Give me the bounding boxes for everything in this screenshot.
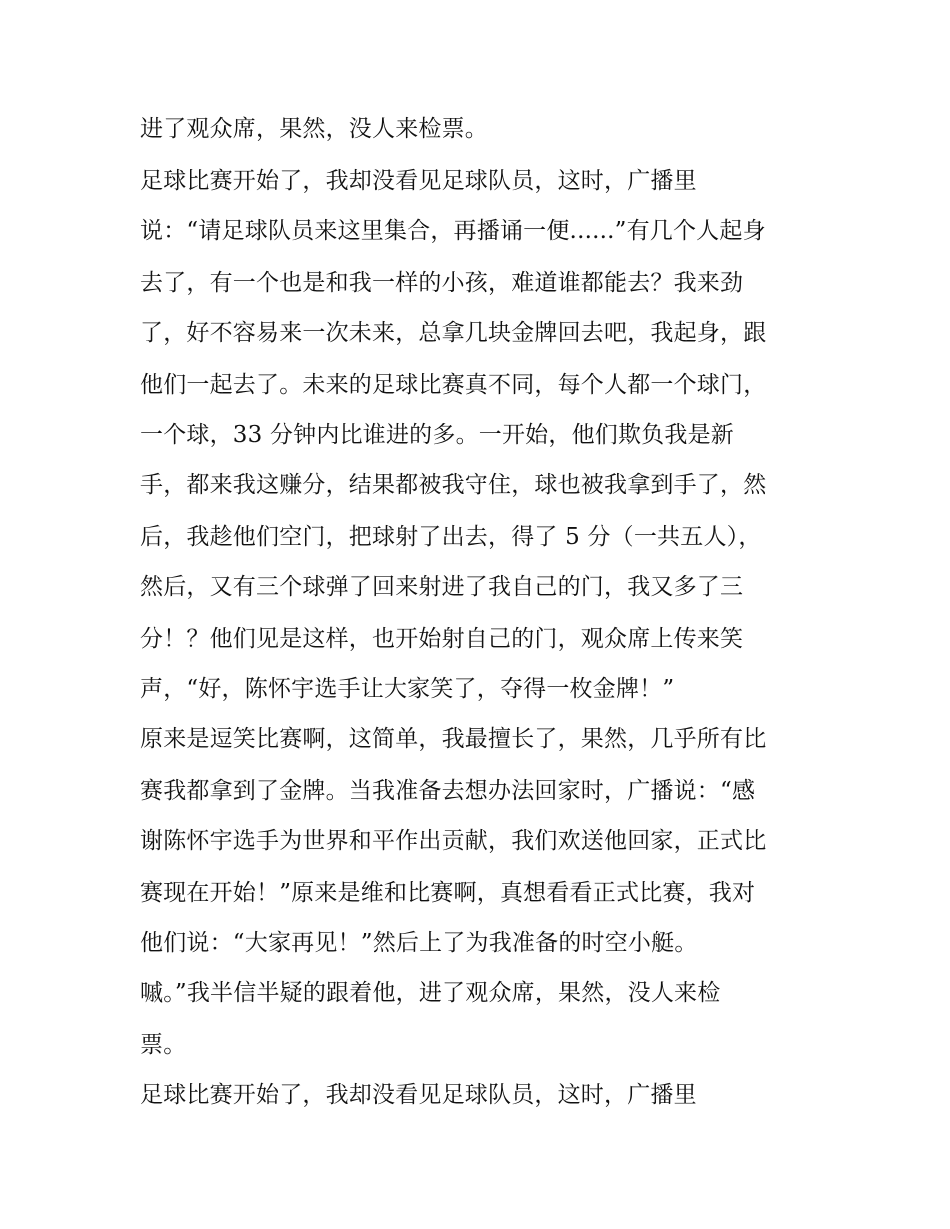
text-line: 票。 [140, 1032, 187, 1058]
text-line: 声，“好，陈怀宇选手让大家笑了，夺得一枚金牌！” [140, 676, 675, 702]
text-line: 说：“请足球队员来这里集合，再播诵一便......”有几个人起身 [140, 218, 766, 244]
text-line: 后，我趁他们空门，把球射了出去，得了 5 分（一共五人）， [140, 524, 762, 550]
text-line: 一个球，33 分钟内比谁进的多。一开始，他们欺负我是新 [140, 422, 734, 448]
text-line: 了，好不容易来一次未来，总拿几块金牌回去吧，我起身，跟 [140, 320, 767, 346]
text-line: 他们说：“大家再见！”然后上了为我准备的时空小艇。 [140, 930, 698, 956]
text-line: 足球比赛开始了，我却没看见足球队员，这时，广播里 [140, 168, 697, 194]
text-line: 然后，又有三个球弹了回来射进了我自己的门，我又多了三 [140, 574, 744, 600]
text-line: 进了观众席，果然，没人来检票。 [140, 116, 488, 142]
text-line: 去了，有一个也是和我一样的小孩，难道谁都能去？我来劲 [140, 270, 744, 296]
text-line: 原来是逗笑比赛啊，这简单，我最擅长了，果然，几乎所有比 [140, 726, 767, 752]
text-line: 他们一起去了。未来的足球比赛真不同，每个人都一个球门， [140, 372, 767, 398]
text-line: 分！？他们见是这样，也开始射自己的门，观众席上传来笑 [140, 626, 744, 652]
text-line: 足球比赛开始了，我却没看见足球队员，这时，广播里 [140, 1082, 697, 1108]
text-line: 谢陈怀宇选手为世界和平作出贡献，我们欢送他回家，正式比 [140, 828, 767, 854]
text-line: 手，都来我这赚分，结果都被我守住，球也被我拿到手了，然 [140, 472, 767, 498]
text-line: 嘁。”我半信半疑的跟着他，进了观众席，果然，没人来检 [140, 980, 721, 1006]
text-line: 赛我都拿到了金牌。当我准备去想办法回家时，广播说：“感 [140, 778, 756, 804]
text-line: 赛现在开始！”原来是维和比赛啊，真想看看正式比赛，我对 [140, 880, 756, 906]
